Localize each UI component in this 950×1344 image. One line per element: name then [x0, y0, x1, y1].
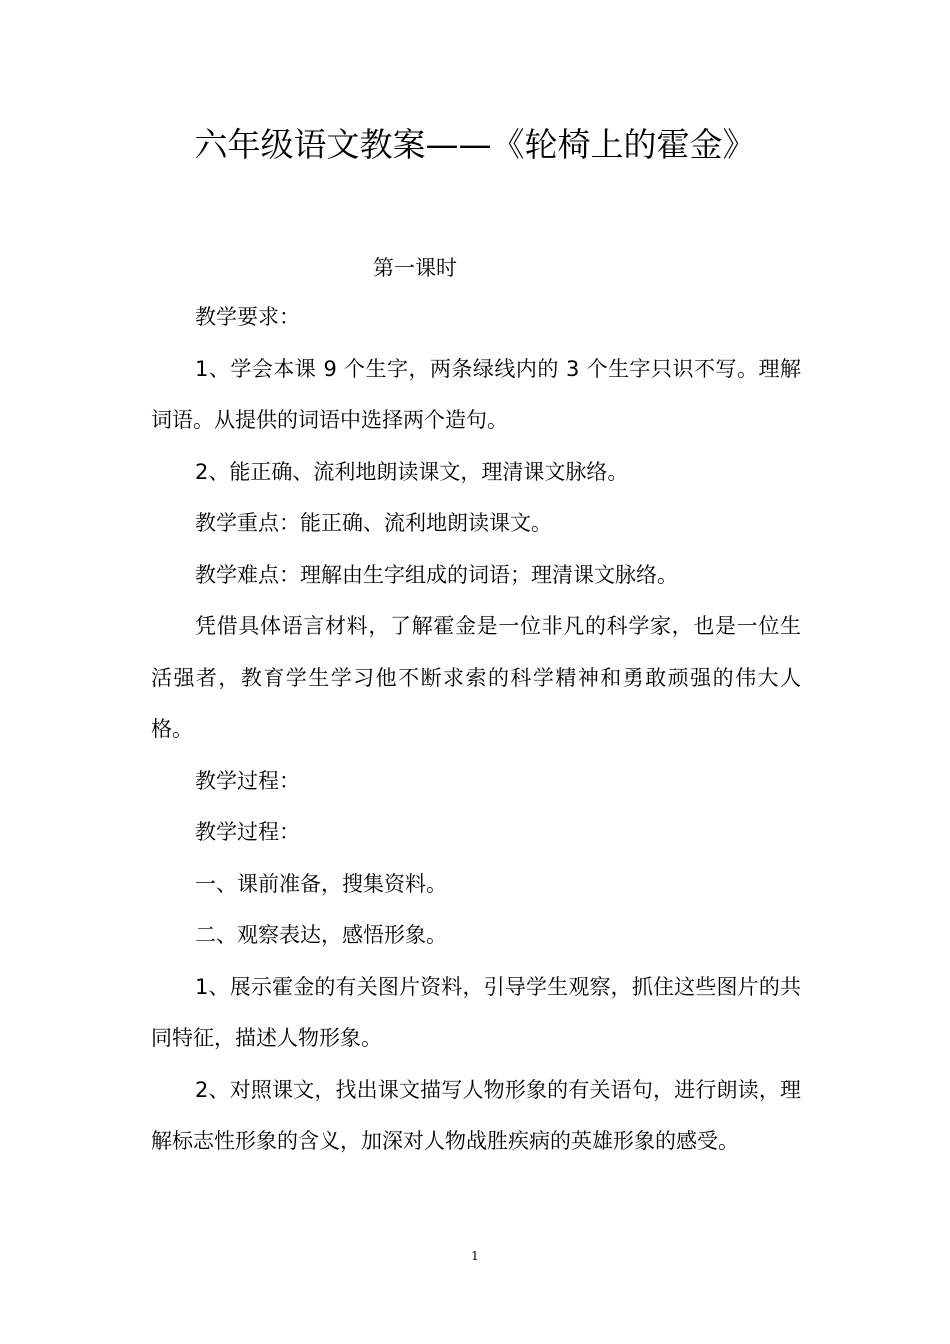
document-body	[151, 292, 801, 1168]
section-heading: 第一课时	[373, 256, 457, 280]
document-title: 六年级语文教案——《轮椅上的霍金》	[194, 125, 756, 164]
paragraph-step-two: 二、观察表达，感悟形象。	[195, 923, 447, 947]
paragraph-teaching-process: 教学过程：	[195, 768, 300, 793]
paragraph-step-two-item-1: 1、展示霍金的有关图片资料，引导学生观察，抓住这些图片的共同特征，描述人物形象。	[151, 974, 801, 1050]
paragraph-teaching-difficulty: 教学难点：理解由生字组成的词语；理清课文脉络。	[195, 562, 678, 587]
page-number: 1	[471, 1249, 479, 1263]
paragraph-teaching-goal: 凭借具体语言材料，了解霍金是一位非凡的科学家，也是一位生活强者，教育学生学习他不断求索的科学精神和勇敢顽强的伟大人格。	[151, 614, 801, 741]
paragraph-requirement-2: 2、能正确、流利地朗读课文，理清课文脉络。	[195, 459, 629, 484]
paragraph-step-one: 一、课前准备，搜集资料。	[195, 871, 447, 896]
paragraph-teaching-process-repeat: 教学过程：	[195, 820, 300, 844]
paragraph-teaching-focus: 教学重点：能正确、流利地朗读课文。	[195, 511, 552, 535]
paragraph-step-two-item-2: 2、对照课文，找出课文描写人物形象的有关语句，进行朗读，理解标志性形象的含义，加深对人物战胜疾病的英雄形象的感受。	[151, 1077, 801, 1153]
paragraph-requirement-1: 1、学会本课 9 个生字，两条绿线内的 3 个生字只识不写。理解词语。从提供的词语中选择两个造句。	[151, 356, 801, 432]
paragraph-teaching-requirements: 教学要求：	[195, 305, 300, 329]
